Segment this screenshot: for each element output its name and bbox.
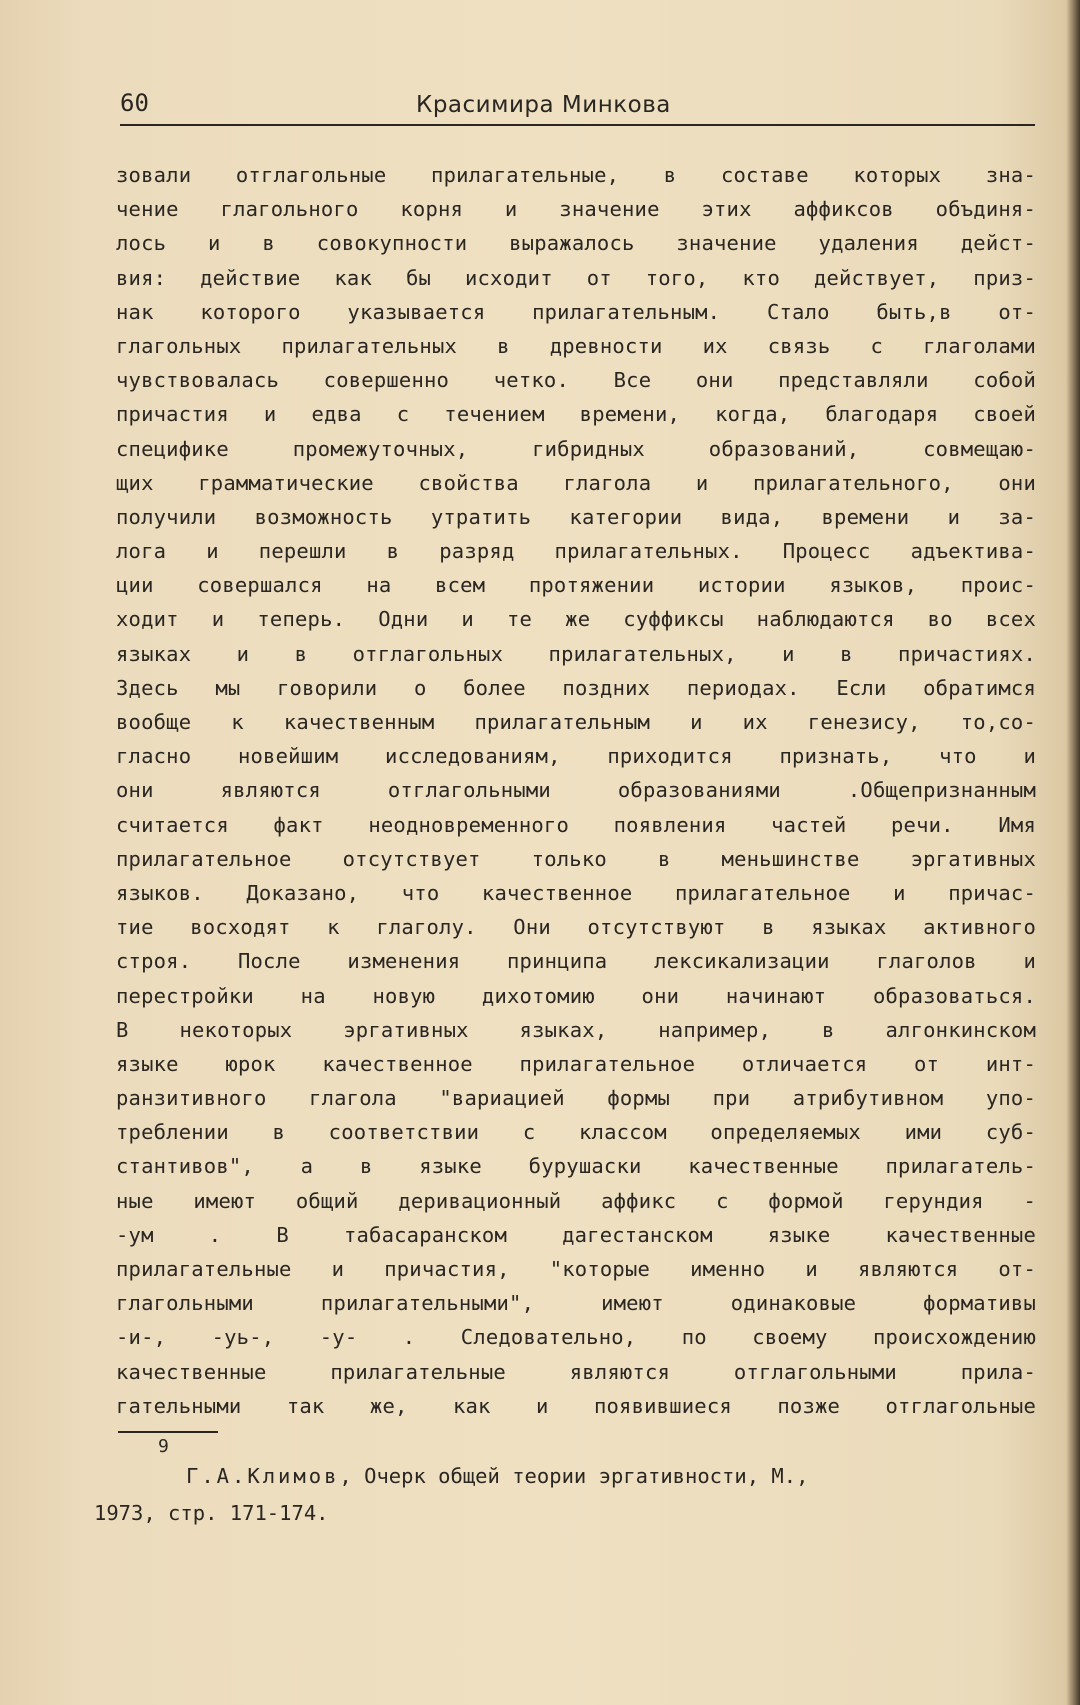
text-line: вия: действие как бы исходит от того, кто действует, приз- [116,265,1036,290]
page-number: 60 [120,89,149,117]
text-line: строя. После изменения принципа лексикализации глаголов и [116,949,1036,974]
text-line: ции совершался на всем протяжении истории языков, проис- [116,573,1036,598]
text-line: тие восходят к глаголу. Они отсутствуют в языках активного [116,915,1036,940]
text-line: глагольных прилагательных в древности их связь с глаголами [116,333,1036,358]
text-line: перестройки на новую дихотомию они начинают образоваться. [116,983,1036,1008]
text-line: ранзитивного глагола "вариацией формы при атрибутивном упо- [116,1086,1036,1111]
footnote-line [94,1458,994,1495]
text-line: Здесь мы говорили о более поздних периодах. Если обратимся [116,675,1036,700]
page-edge-shadow [1066,0,1080,1705]
footnote-citation: , Очерк общей теории эргативности, М., [339,1464,809,1488]
text-line: -ум . В табасаранском дагестанском языке качественные [116,1222,1036,1247]
text-line: получили возможность утратить категории вида, времени и за- [116,504,1036,529]
footnote-marker: 9 [158,1436,169,1457]
text-line: ходит и теперь. Одни и те же суффиксы наблюдаются во всех [116,607,1036,632]
text-line: прилагательные и причастия, "которые именно и являются от- [116,1257,1036,1281]
text-line: щих грамматические свойства глагола и прилагательного, они [116,470,1036,495]
text-line: качественные прилагательные являются отглагольными прила- [116,1359,1036,1384]
text-line: глагольными прилагательными", имеют одинаковые формативы [116,1291,1036,1316]
text-line: прилагательное отсутствует только в меньшинстве эргативных [116,846,1036,871]
text-line: нак которого указывается прилагательным. Стало быть,в от- [116,299,1036,324]
footnote-line: 1973, стр. 171-174. [94,1501,329,1525]
text-line: гательными так же, как и появившиеся позже отглагольные [116,1393,1036,1418]
footnote [94,1458,994,1532]
text-line: чение глагольного корня и значение этих аффиксов объдиня- [116,197,1036,222]
footnote-author: Г.А.Климов [186,1464,340,1488]
text-line: гласно новейшим исследованиям, приходится признать, что и [116,744,1036,769]
text-line: они являются отглагольными образованиями .Общепризнанным [116,778,1036,803]
text-line: языке юрок качественное прилагательное отличается от инт- [116,1051,1036,1076]
body-text [116,158,1036,1423]
footnote-divider [118,1431,218,1433]
text-line: ные имеют общий деривационный аффикс с формой герундия - [116,1188,1036,1213]
text-line: специфике промежуточных, гибридных образований, совмещаю- [116,436,1036,461]
text-line: В некоторых эргативных языках, например, в алгонкинском [116,1017,1036,1042]
page-header [120,88,1035,126]
text-line: языках и в отглагольных прилагательных, и в причастиях. [116,641,1036,666]
text-line: лось и в совокупности выражалось значение удаления дейст- [116,231,1036,256]
text-line: языков. Доказано, что качественное прилагательное и причас- [116,880,1036,905]
text-line: вообще к качественным прилагательным и их генезису, то,со- [116,710,1036,734]
text-line: считается факт неодновременного появления частей речи. Имя [116,812,1036,837]
text-line: лога и перешли в разряд прилагательных. Процесс адъектива- [116,539,1036,564]
text-line: -и-, -уь-, -у- . Следовательно, по своему происхождению [116,1325,1036,1350]
running-head: Красимира Минкова [416,92,671,118]
text-line: причастия и едва с течением времени, когда, благодаря своей [116,402,1036,427]
text-line: треблении в соответствии с классом определяемых ими суб- [116,1120,1036,1145]
text-line: чувствовалась совершенно четко. Все они представляли собой [116,368,1036,393]
text-line: зовали отглагольные прилагательные, в составе которых зна- [116,163,1036,187]
text-line: стантивов", а в языке бурушаски качественные прилагатель- [116,1154,1036,1179]
